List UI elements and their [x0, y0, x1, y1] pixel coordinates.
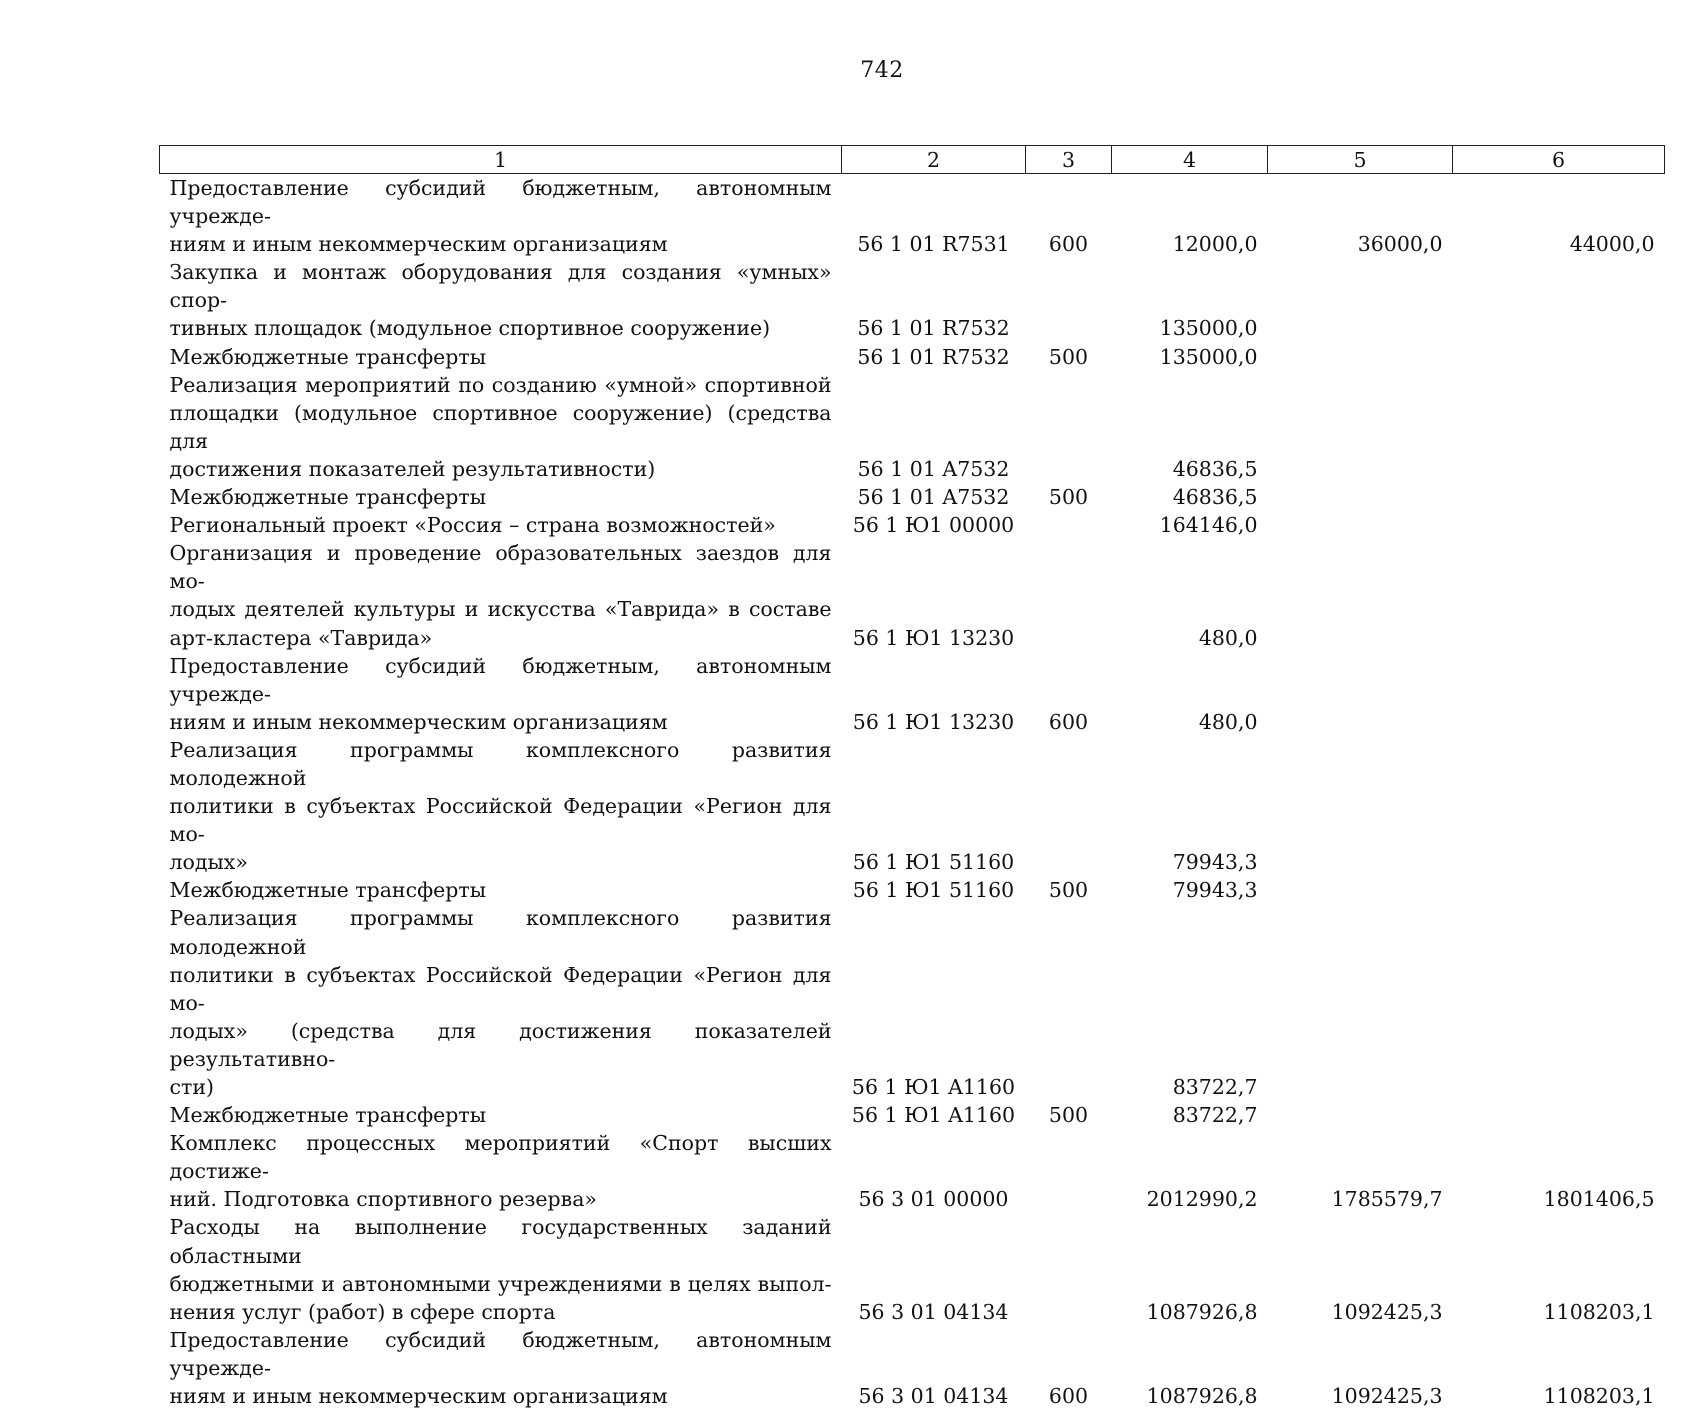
table-row — [160, 876, 1665, 904]
row-value-col6 — [1453, 511, 1665, 539]
row-value-col5: 36000,0 — [1268, 174, 1453, 259]
row-expense-type — [1026, 511, 1112, 539]
row-value-col5 — [1268, 1101, 1453, 1129]
row-value-col5 — [1268, 258, 1453, 342]
row-value-col5 — [1268, 736, 1453, 876]
table-row — [160, 652, 1665, 736]
description-line: Предоставление субсидий бюджетным, автономным учрежде- — [170, 174, 832, 230]
row-value-col4: 164146,0 — [1112, 511, 1268, 539]
row-value-col4: 46836,5 — [1112, 483, 1268, 511]
description-line: Реализация программы комплексного развития молодежной — [170, 904, 832, 960]
header-col-4: 4 — [1112, 146, 1268, 174]
row-expense-type — [1026, 736, 1112, 876]
table-row — [160, 258, 1665, 342]
table-row — [160, 1326, 1665, 1410]
row-code: 56 1 01 A7532 — [842, 371, 1026, 483]
description-line: Межбюджетные трансферты — [170, 876, 832, 904]
row-expense-type — [1026, 258, 1112, 342]
row-value-col5 — [1268, 876, 1453, 904]
row-expense-type: 600 — [1026, 1326, 1112, 1410]
description-line: Предоставление субсидий бюджетным, автономным учрежде- — [170, 1326, 832, 1382]
row-value-col6 — [1453, 483, 1665, 511]
table-row — [160, 736, 1665, 876]
row-code: 56 1 Ю1 51160 — [842, 876, 1026, 904]
row-value-col4: 83722,7 — [1112, 904, 1268, 1101]
row-description — [160, 511, 842, 539]
description-line: достижения показателей результативности) — [170, 455, 832, 483]
header-col-6: 6 — [1453, 146, 1665, 174]
row-code: 56 1 Ю1 A1160 — [842, 904, 1026, 1101]
row-description — [160, 539, 842, 651]
row-value-col6: 1108203,1 — [1453, 1213, 1665, 1325]
description-line: лодых деятелей культуры и искусства «Таврида» в составе — [170, 595, 832, 623]
row-value-col4: 83722,7 — [1112, 1101, 1268, 1129]
row-description — [160, 343, 842, 371]
description-line: арт-кластера «Таврида» — [170, 624, 832, 652]
row-expense-type — [1026, 371, 1112, 483]
row-description — [160, 174, 842, 259]
row-value-col4: 1087926,8 — [1112, 1326, 1268, 1410]
description-line: политики в субъектах Российской Федерации «Регион для мо- — [170, 792, 832, 848]
table-row — [160, 174, 1665, 259]
description-line: ниям и иным некоммерческим организациям — [170, 1382, 832, 1410]
table-body — [160, 174, 1665, 1410]
row-description — [160, 1101, 842, 1129]
description-line: Реализация программы комплексного развития молодежной — [170, 736, 832, 792]
description-line: Региональный проект «Россия – страна возможностей» — [170, 511, 832, 539]
description-line: лодых» — [170, 848, 832, 876]
row-value-col4: 1087926,8 — [1112, 1213, 1268, 1325]
row-value-col4: 135000,0 — [1112, 343, 1268, 371]
row-value-col5 — [1268, 539, 1453, 651]
description-line: нения услуг (работ) в сфере спорта — [170, 1298, 832, 1326]
row-code: 56 1 01 R7532 — [842, 258, 1026, 342]
row-code: 56 1 Ю1 A1160 — [842, 1101, 1026, 1129]
row-description — [160, 904, 842, 1101]
description-line: Расходы на выполнение государственных заданий областными — [170, 1213, 832, 1269]
row-value-col6 — [1453, 652, 1665, 736]
row-code: 56 1 01 R7532 — [842, 343, 1026, 371]
row-code: 56 3 01 04134 — [842, 1213, 1026, 1325]
row-value-col5 — [1268, 904, 1453, 1101]
table-row — [160, 483, 1665, 511]
header-col-5: 5 — [1268, 146, 1453, 174]
row-value-col6: 1801406,5 — [1453, 1129, 1665, 1213]
table-row — [160, 1101, 1665, 1129]
row-value-col5: 1092425,3 — [1268, 1326, 1453, 1410]
row-code: 56 1 Ю1 00000 — [842, 511, 1026, 539]
description-line: ний. Подготовка спортивного резерва» — [170, 1185, 832, 1213]
row-value-col5: 1785579,7 — [1268, 1129, 1453, 1213]
description-line: бюджетными и автономными учреждениями в целях выпол- — [170, 1270, 832, 1298]
description-line: Межбюджетные трансферты — [170, 343, 832, 371]
table-row — [160, 343, 1665, 371]
row-code: 56 1 01 R7531 — [842, 174, 1026, 259]
table-row — [160, 1213, 1665, 1325]
row-description — [160, 876, 842, 904]
row-value-col4: 480,0 — [1112, 539, 1268, 651]
row-expense-type — [1026, 1129, 1112, 1213]
row-value-col6: 1108203,1 — [1453, 1326, 1665, 1410]
row-description — [160, 1326, 842, 1410]
row-expense-type: 600 — [1026, 174, 1112, 259]
page-number: 742 — [0, 58, 1697, 83]
header-row — [160, 146, 1665, 174]
row-value-col5 — [1268, 652, 1453, 736]
table-header — [160, 146, 1665, 174]
header-col-2: 2 — [842, 146, 1026, 174]
row-value-col6 — [1453, 904, 1665, 1101]
row-value-col5 — [1268, 343, 1453, 371]
row-expense-type — [1026, 1213, 1112, 1325]
row-code: 56 3 01 04134 — [842, 1326, 1026, 1410]
row-value-col4: 79943,3 — [1112, 736, 1268, 876]
row-expense-type: 600 — [1026, 652, 1112, 736]
table-row — [160, 904, 1665, 1101]
row-expense-type: 500 — [1026, 1101, 1112, 1129]
row-code: 56 3 01 00000 — [842, 1129, 1026, 1213]
row-description — [160, 258, 842, 342]
header-col-3: 3 — [1026, 146, 1112, 174]
budget-table — [159, 145, 1665, 1410]
row-value-col5 — [1268, 511, 1453, 539]
row-expense-type — [1026, 904, 1112, 1101]
header-col-1: 1 — [160, 146, 842, 174]
row-expense-type — [1026, 539, 1112, 651]
row-expense-type: 500 — [1026, 483, 1112, 511]
row-code: 56 1 Ю1 13230 — [842, 652, 1026, 736]
description-line: Комплекс процессных мероприятий «Спорт высших достиже- — [170, 1129, 832, 1185]
table-row — [160, 1129, 1665, 1213]
description-line: Предоставление субсидий бюджетным, автономным учрежде- — [170, 652, 832, 708]
description-line: Реализация мероприятий по созданию «умной» спортивной — [170, 371, 832, 399]
row-description — [160, 652, 842, 736]
row-value-col4: 79943,3 — [1112, 876, 1268, 904]
row-description — [160, 736, 842, 876]
table-row — [160, 371, 1665, 483]
row-value-col6 — [1453, 343, 1665, 371]
row-value-col4: 480,0 — [1112, 652, 1268, 736]
row-value-col6: 44000,0 — [1453, 174, 1665, 259]
row-value-col5: 1092425,3 — [1268, 1213, 1453, 1325]
row-description — [160, 483, 842, 511]
row-value-col6 — [1453, 1101, 1665, 1129]
row-value-col4: 12000,0 — [1112, 174, 1268, 259]
row-description — [160, 371, 842, 483]
description-line: тивных площадок (модульное спортивное сооружение) — [170, 314, 832, 342]
row-value-col6 — [1453, 539, 1665, 651]
row-value-col5 — [1268, 483, 1453, 511]
row-code: 56 1 Ю1 13230 — [842, 539, 1026, 651]
table-row — [160, 511, 1665, 539]
description-line: политики в субъектах Российской Федерации «Регион для мо- — [170, 961, 832, 1017]
description-line: Межбюджетные трансферты — [170, 1101, 832, 1129]
row-value-col4: 46836,5 — [1112, 371, 1268, 483]
description-line: лодых» (средства для достижения показателей результативно- — [170, 1017, 832, 1073]
row-value-col6 — [1453, 371, 1665, 483]
row-value-col5 — [1268, 371, 1453, 483]
row-description — [160, 1213, 842, 1325]
description-line: ниям и иным некоммерческим организациям — [170, 708, 832, 736]
row-expense-type: 500 — [1026, 876, 1112, 904]
description-line: Межбюджетные трансферты — [170, 483, 832, 511]
row-value-col4: 2012990,2 — [1112, 1129, 1268, 1213]
row-expense-type: 500 — [1026, 343, 1112, 371]
description-line: ниям и иным некоммерческим организациям — [170, 230, 832, 258]
table-row — [160, 539, 1665, 651]
row-value-col4: 135000,0 — [1112, 258, 1268, 342]
description-line: Организация и проведение образовательных заездов для мо- — [170, 539, 832, 595]
row-code: 56 1 Ю1 51160 — [842, 736, 1026, 876]
row-value-col6 — [1453, 876, 1665, 904]
row-value-col6 — [1453, 258, 1665, 342]
description-line: Закупка и монтаж оборудования для создания «умных» спор- — [170, 258, 832, 314]
row-description — [160, 1129, 842, 1213]
row-value-col6 — [1453, 736, 1665, 876]
row-code: 56 1 01 A7532 — [842, 483, 1026, 511]
description-line: площадки (модульное спортивное сооружение) (средства для — [170, 399, 832, 455]
description-line: сти) — [170, 1073, 832, 1101]
